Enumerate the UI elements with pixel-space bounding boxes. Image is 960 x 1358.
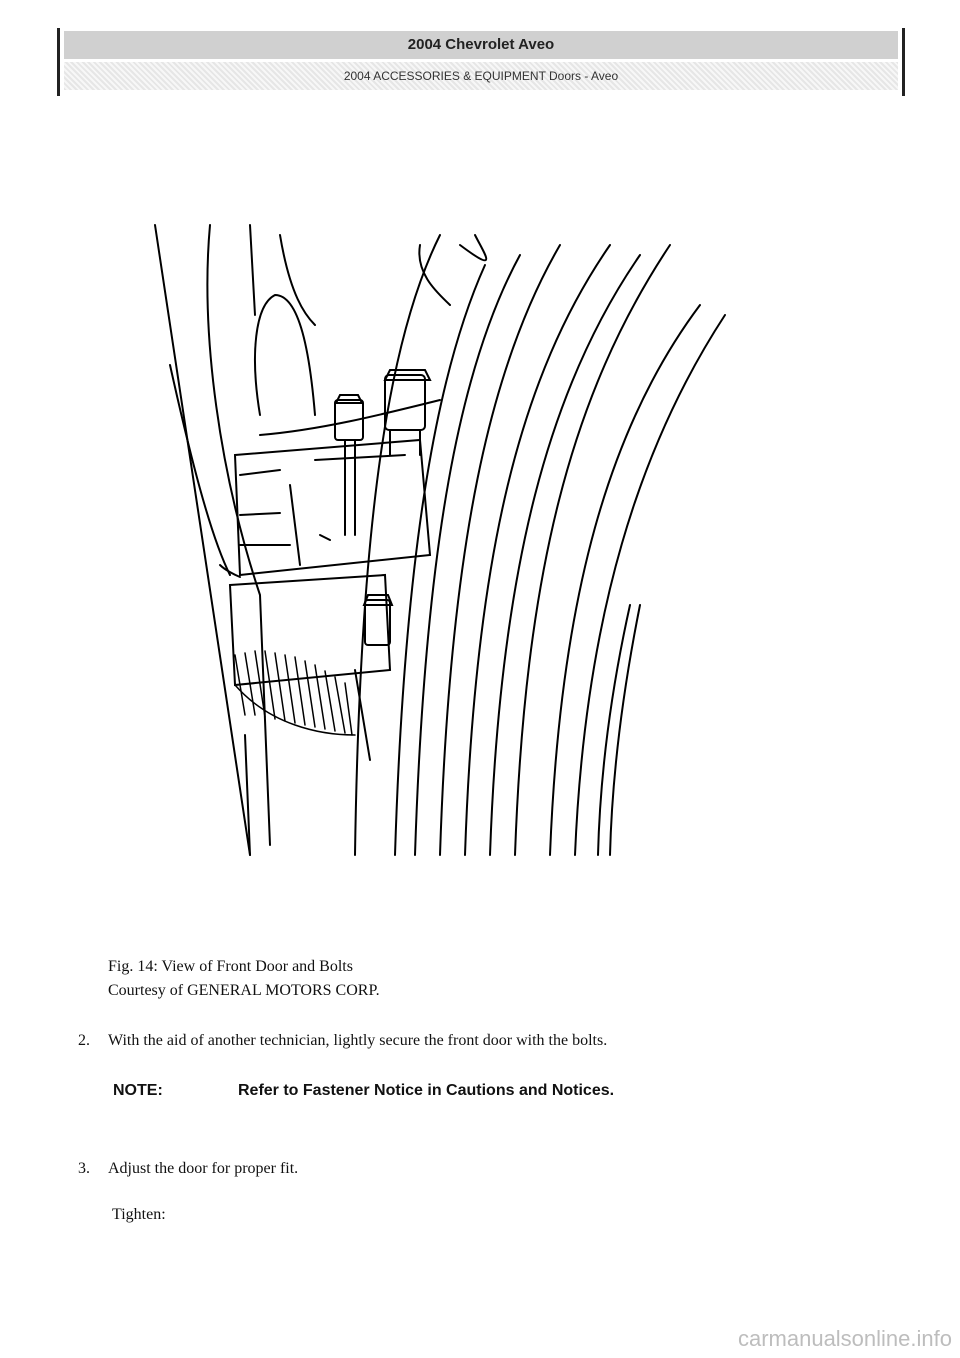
header-subtitle: 2004 ACCESSORIES & EQUIPMENT Doors - Aveo — [64, 62, 898, 90]
figure-title: Fig. 14: View of Front Door and Bolts — [108, 958, 353, 975]
note-text: Refer to Fastener Notice in Cautions and Notices. — [238, 1082, 615, 1099]
figure-caption — [108, 955, 380, 1003]
header-title: 2004 Chevrolet Aveo — [64, 31, 898, 59]
step-number: 2. — [78, 1032, 90, 1049]
step-text: Adjust the door for proper fit. — [108, 1160, 299, 1177]
door-hinge-illustration — [140, 215, 760, 865]
tighten-label: Tighten: — [112, 1206, 166, 1223]
step-3 — [78, 1158, 298, 1180]
step-text: With the aid of another technician, lightly secure the front door with the bolts. — [108, 1032, 608, 1049]
watermark: carmanualsonline.info — [737, 1326, 952, 1351]
step-number: 3. — [78, 1160, 90, 1177]
figure-courtesy: Courtesy of GENERAL MOTORS CORP. — [108, 982, 380, 999]
note-label: NOTE: — [113, 1082, 163, 1099]
document-header — [57, 28, 905, 96]
step-2 — [78, 1030, 607, 1052]
